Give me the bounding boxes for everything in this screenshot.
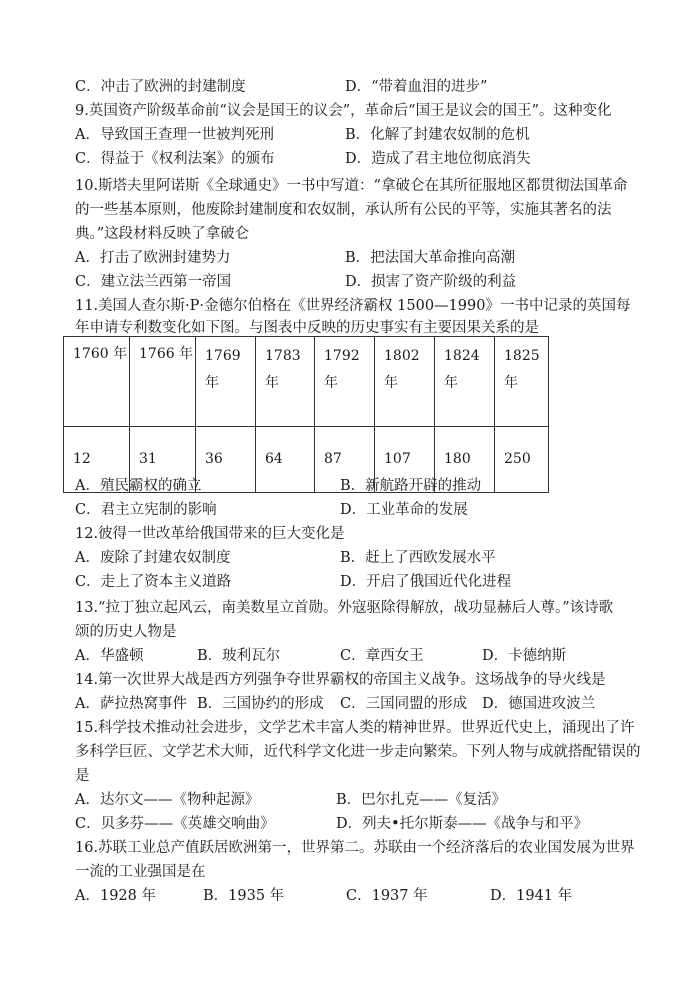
table-cell: 107 (375, 427, 435, 493)
q11-option-a: A．殖民霸权的确立 (75, 478, 202, 494)
q15-stem-line3: 是 (75, 768, 90, 784)
q13-option-d: D．卡德纳斯 (482, 648, 567, 664)
q9-option-c: C．得益于《权利法案》的颁布 (75, 151, 275, 167)
q14-option-a: A．萨拉热窝事件 (75, 696, 187, 712)
q10-stem-line1: 10.斯塔夫里阿诺斯《全球通史》一书中写道：“拿破仑在其所征服地区都贯彻法国革命 (75, 178, 628, 194)
q15-option-a: A．达尔文——《物种起源》 (75, 792, 260, 808)
patent-table (63, 336, 549, 493)
q11-option-c: C．君主立宪制的影响 (75, 502, 217, 518)
q12-stem: 12.彼得一世改革给俄国带来的巨大变化是 (75, 526, 345, 542)
q16-option-d: D．1941 年 (490, 888, 573, 904)
q15-option-c: C．贝多芬——《英雄交响曲》 (75, 816, 275, 832)
table-header-cell: 1783 年 (256, 337, 315, 427)
q13-option-c: C．章西女王 (340, 648, 424, 664)
q14-option-b: B．三国协约的形成 (197, 696, 324, 712)
table-header-cell: 1824 年 (435, 337, 495, 427)
q12-option-b: B．赶上了西欧发展水平 (340, 550, 496, 566)
q15-stem-line1: 15.科学技术推动社会进步，文学艺术丰富人类的精神世界。世界近代史上，涌现出了许 (75, 720, 635, 736)
table-header-cell: 1766 年 (130, 337, 196, 427)
q16-option-b: B．1935 年 (203, 888, 285, 904)
q9-option-b: B．化解了封建农奴制的危机 (345, 127, 530, 143)
q11-stem-line2: 年申请专利数变化如下图。与图表中反映的历史事实有主要因果关系的是 (75, 320, 539, 336)
q10-option-b: B．把法国大革命推向高潮 (345, 250, 516, 266)
q14-stem: 14.第一次世界大战是西方列强争夺世界霸权的帝国主义战争。这场战争的导火线是 (75, 672, 606, 688)
q13-option-a: A．华盛顿 (75, 648, 144, 664)
table-cell: 180 (435, 427, 495, 493)
q11-option-b: B．新航路开辟的推动 (340, 478, 482, 494)
table-cell: 31 (130, 427, 196, 493)
q12-option-c: C．走上了资本主义道路 (75, 574, 232, 590)
q10-option-a: A．打击了欧洲封建势力 (75, 250, 231, 266)
q16-stem-line1: 16.苏联工业总产值跃居欧洲第一，世界第二。苏联由一个经济落后的农业国发展为世界 (75, 840, 635, 856)
table-cell: 12 (64, 427, 130, 493)
q10-stem-line2: 的一些基本原则，他废除封建制度和农奴制，承认所有公民的平等，实施其著名的法 (75, 202, 612, 218)
q11-option-d: D．工业革命的发展 (340, 502, 468, 518)
q15-stem-line2: 多科学巨匠、文学艺术大师，近代科学文化进一步走向繁荣。下列人物与成就搭配错误的 (75, 744, 641, 760)
q12-option-d: D．开启了俄国近代化进程 (340, 574, 512, 590)
q16-stem-line2: 一流的工业强国是在 (75, 864, 206, 880)
q9-stem: 9.英国资产阶级革命前“议会是国王的议会”，革命后“国王是议会的国王”。这种变化 (75, 103, 612, 119)
q15-option-b: B．巴尔扎克——《复活》 (336, 792, 507, 808)
q10-option-c: C．建立法兰西第一帝国 (75, 274, 232, 290)
table-cell: 64 (256, 427, 315, 493)
q10-option-d: D．损害了资产阶级的利益 (345, 274, 517, 290)
q14-option-d: D．德国进攻波兰 (482, 696, 596, 712)
q16-option-c: C．1937 年 (346, 888, 428, 904)
q13-option-b: B．玻利瓦尔 (197, 648, 281, 664)
table-header-cell: 1802 年 (375, 337, 435, 427)
table-header-row (64, 337, 549, 427)
table-header-cell: 1825 年 (495, 337, 549, 427)
q14-option-c: C．三国同盟的形成 (340, 696, 468, 712)
table-header-cell: 1792 年 (315, 337, 375, 427)
q9-option-a: A．导致国王查理一世被判死刑 (75, 127, 274, 143)
table-header-cell: 1760 年 (64, 337, 130, 427)
q15-option-d: D．列夫•托尔斯泰——《战争与和平》 (336, 816, 589, 832)
q10-stem-line3: 典。”这段材料反映了拿破仑 (75, 226, 250, 242)
table-cell: 87 (315, 427, 375, 493)
q13-stem-line1: 13.“拉丁独立起风云，南美数星立首勋。外寇驱除得解放，战功显赫后人尊。”该诗歌 (75, 600, 614, 616)
table-header-cell: 1769 年 (196, 337, 256, 427)
table-cell: 36 (196, 427, 256, 493)
q11-stem-line1: 11.美国人查尔斯·P·金德尔伯格在《世界经济霸权 1500—1990》一书中记录的英国每 (75, 298, 631, 314)
table-cell: 250 (495, 427, 549, 493)
q12-option-a: A．废除了封建农奴制度 (75, 550, 231, 566)
q9-option-d: D．造成了君主地位彻底消失 (345, 151, 531, 167)
q8-option-d: D．“带着血泪的进步” (345, 79, 488, 95)
q16-option-a: A．1928 年 (75, 888, 156, 904)
q8-option-c: C．冲击了欧洲的封建制度 (75, 79, 246, 95)
q13-stem-line2: 颂的历史人物是 (75, 624, 177, 640)
